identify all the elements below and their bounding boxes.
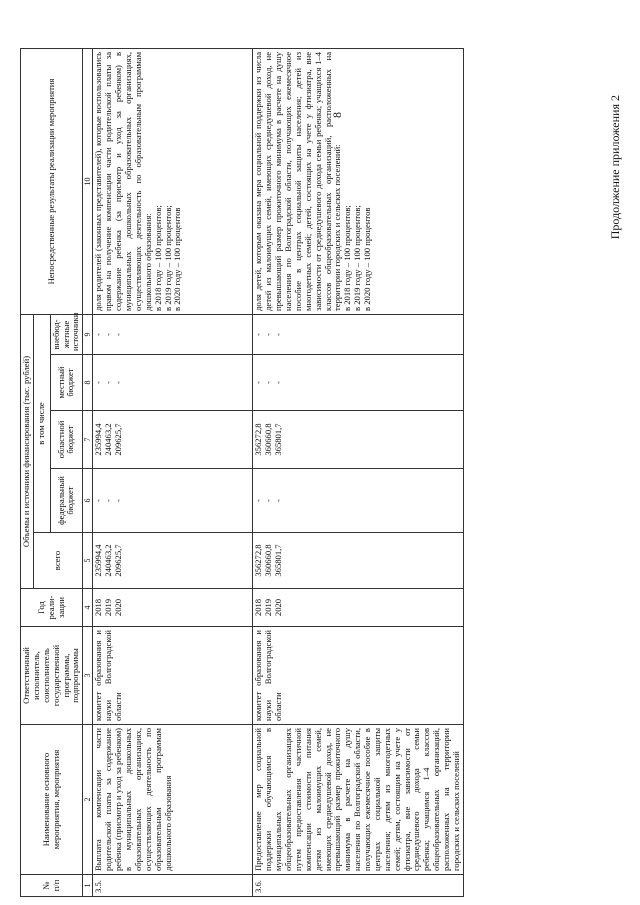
header-name: Наименование основного мероприятия, мероприятия bbox=[21, 725, 83, 875]
row-result-text: доля родителей (законных представителей), которые воспользовались правом на получение компенсации части родительской платы за содержание ребенка (за присмотр и уход за ребенком) в муниципальных дошкольных образовательных организациях, осуществляющих деятельность по образовательным программам дошкольного образования: bbox=[93, 51, 153, 311]
column-number: 4 bbox=[83, 589, 93, 627]
header-including: в том числе bbox=[33, 314, 50, 532]
header-year: Год реали- зации bbox=[21, 589, 83, 627]
table-row bbox=[253, 48, 463, 896]
row-regional: 356272,8 360660,8 365801,7 bbox=[253, 411, 463, 469]
column-number: 2 bbox=[83, 725, 93, 875]
row-years: 2018 2019 2020 bbox=[253, 589, 463, 627]
column-number: 8 bbox=[83, 355, 93, 411]
row-local: - - - bbox=[253, 355, 463, 411]
program-table bbox=[20, 48, 464, 897]
column-number: 9 bbox=[83, 314, 93, 354]
header-extrabudget: внебюд- жетные источники bbox=[50, 314, 83, 354]
header-regional: областной бюджет bbox=[50, 411, 83, 469]
row-federal: - - - bbox=[93, 469, 253, 533]
header-responsible: Ответственный исполнитель, соисполнитель государственной программы, подпрограммы bbox=[21, 627, 83, 725]
header-num: № п/п bbox=[21, 875, 83, 897]
row-result-years: в 2018 году – 100 процентов; в 2019 году – 100 процентов; в 2020 году – 100 процентов bbox=[152, 205, 183, 311]
header-total: всего bbox=[33, 533, 82, 589]
appendix-title: Продолжение приложения 2 bbox=[608, 95, 622, 240]
header-finance: Объемы и источники финансирования (тыс. рублей) bbox=[21, 314, 34, 588]
row-total: 356272,8 360660,8 365801,7 bbox=[253, 533, 463, 589]
column-number: 5 bbox=[83, 533, 93, 589]
row-name: Предоставление мер социальной поддержки обучающимся в муниципальных общеобразовательных организациях путем предоставления частичной компенсации стоимости питания детям из малоимущих семей, имеющих среднедушевой доход, не превышающий размер прожиточного минимума в расчете на душу населения по Волгоградской области, получающих ежемесячное пособие в центрах социальной защиты населения; детям из многодетных семей; детям, состоящим на учете у фтизиатра, вне зависимости от среднедушевого дохода семьи ребенка; учащимся 1–4 классов общеобразовательных организаций, расположенных на территории городских и сельских поселений bbox=[253, 725, 463, 875]
row-years: 2018 2019 2020 bbox=[93, 589, 253, 627]
row-num: 3.6. bbox=[253, 875, 463, 897]
row-extrabudget: - - - bbox=[93, 314, 253, 354]
row-regional: 235994,4 240463,2 209625,7 bbox=[93, 411, 253, 469]
column-number: 10 bbox=[83, 48, 93, 314]
header-results: Непосредственные результаты реализации мероприятия bbox=[21, 48, 83, 314]
column-number: 3 bbox=[83, 627, 93, 725]
row-responsible: комитет образования и науки Волгоградской области bbox=[253, 627, 463, 725]
row-federal: - - - bbox=[253, 469, 463, 533]
header-local: местный бюджет bbox=[50, 355, 83, 411]
row-result bbox=[93, 48, 253, 314]
row-total: 235994,4 240463,2 209625,7 bbox=[93, 533, 253, 589]
column-number: 7 bbox=[83, 411, 93, 469]
row-extrabudget: - - - bbox=[253, 314, 463, 354]
row-result-text: доля детей, которым оказана мера социальной поддержки из числа детей из малоимущих семей, имеющих среднедушевой доход, не превышающий размер прожиточного минимума в расчете на душу населения по Волгоградской области, получающих ежемесячное пособие в центрах социальной защиты населения; детей из многодетных семей; детей, состоящих на учете у фтизиатра, вне зависимости от среднедушевого дохода семьи ребенка; учащихся 1–4 классов общеобразовательных организаций, расположенных на территории городских и сельских поселений: bbox=[253, 51, 343, 311]
table-row bbox=[93, 48, 253, 896]
row-name: Выплата компенсации части родительской платы за содержание ребенка (присмотр и уход за ребенком) в муниципальных дошкольных образовательных организациях, осуществляющих деятельность по образовательным программам дошкольного образования bbox=[93, 725, 253, 875]
header-federal: федеральный бюджет bbox=[50, 469, 83, 533]
row-local: - - - bbox=[93, 355, 253, 411]
row-result bbox=[253, 48, 463, 314]
row-result-years: в 2018 году – 100 процентов; в 2019 году – 100 процентов; в 2020 году – 100 процентов bbox=[342, 205, 373, 311]
row-num: 3.5. bbox=[93, 875, 253, 897]
column-number: 6 bbox=[83, 469, 93, 533]
page-number: 8 bbox=[330, 112, 344, 118]
column-number: 1 bbox=[83, 875, 93, 897]
row-responsible: комитет образования и науки Волгоградской области bbox=[93, 627, 253, 725]
